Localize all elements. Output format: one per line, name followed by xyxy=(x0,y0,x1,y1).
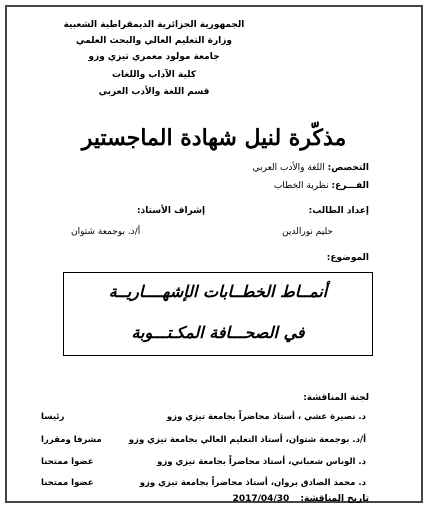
member-role: رئيسا xyxy=(41,412,65,422)
member-role: مشرفا ومقررا xyxy=(41,435,102,445)
header-department: قسم اللغة والأدب العربي xyxy=(98,87,210,97)
committee-member-row xyxy=(7,435,421,447)
page-frame xyxy=(5,5,423,503)
defense-date-label: تاريخ المناقشة: xyxy=(300,494,369,504)
member-name: د. محمد الصادق بروان، أستاذ محاضراً بجامعة تيزي وزو xyxy=(139,478,366,488)
header-university: جامعة مولود معمري تيزي وزو xyxy=(88,52,220,62)
header-republic: الجمهورية الجزائرية الديمقراطية الشعبية xyxy=(63,20,245,30)
committee-member-row xyxy=(7,457,421,469)
thesis-title-line-2: في الصحـــافة المكـتـــوبة xyxy=(131,323,305,342)
member-role: عضوا ممتحنا xyxy=(41,478,94,488)
supervisor-name: أ/د. بوجمعة شتوان xyxy=(71,227,141,237)
member-role: عضوا ممتحنا xyxy=(41,457,94,467)
specialty-label: التخصص: xyxy=(327,163,369,173)
member-name: أ/د. بوجمعة شتوان، أستاذ التعليم العالي بجامعة تيزي وزو xyxy=(128,435,366,445)
committee-member-row xyxy=(7,478,421,490)
specialty-value: اللغة والأدب العربي xyxy=(252,163,325,173)
specialty-line xyxy=(253,163,369,173)
defense-date-value: 2017/04/30 xyxy=(232,494,290,504)
committee-member-row xyxy=(7,412,421,424)
branch-line xyxy=(274,181,369,191)
thesis-title-line-1: أنمــاط الخطــابات الإشهــــاريــة xyxy=(108,282,328,301)
member-name: د. الوناس شعباني، أستاذ محاضراً بجامعة تيزي وزو xyxy=(157,457,366,467)
member-name: د. نصيرة عشي ، أستاذ محاضراً بجامعة تيزي وزو xyxy=(166,412,366,422)
branch-value: نظرية الخطاب xyxy=(273,181,329,191)
header-ministry: وزارة التعليم العالي والبحث العلمي xyxy=(75,36,233,46)
header-faculty: كلية الآداب واللغات xyxy=(111,70,197,80)
student-label: إعداد الطالب: xyxy=(308,206,369,216)
committee-label: لجنة المناقشة: xyxy=(303,393,369,403)
branch-label: الفـــرع: xyxy=(331,181,369,191)
supervisor-label: إشراف الأستاذ: xyxy=(137,206,206,216)
thesis-title-box xyxy=(63,272,373,356)
student-name: حليم نورالدين xyxy=(282,227,333,237)
main-title: مذكّرة لنيل شهادة الماجستير xyxy=(81,125,347,151)
subject-label: الموضوع: xyxy=(326,253,369,263)
defense-date-line xyxy=(225,494,369,504)
